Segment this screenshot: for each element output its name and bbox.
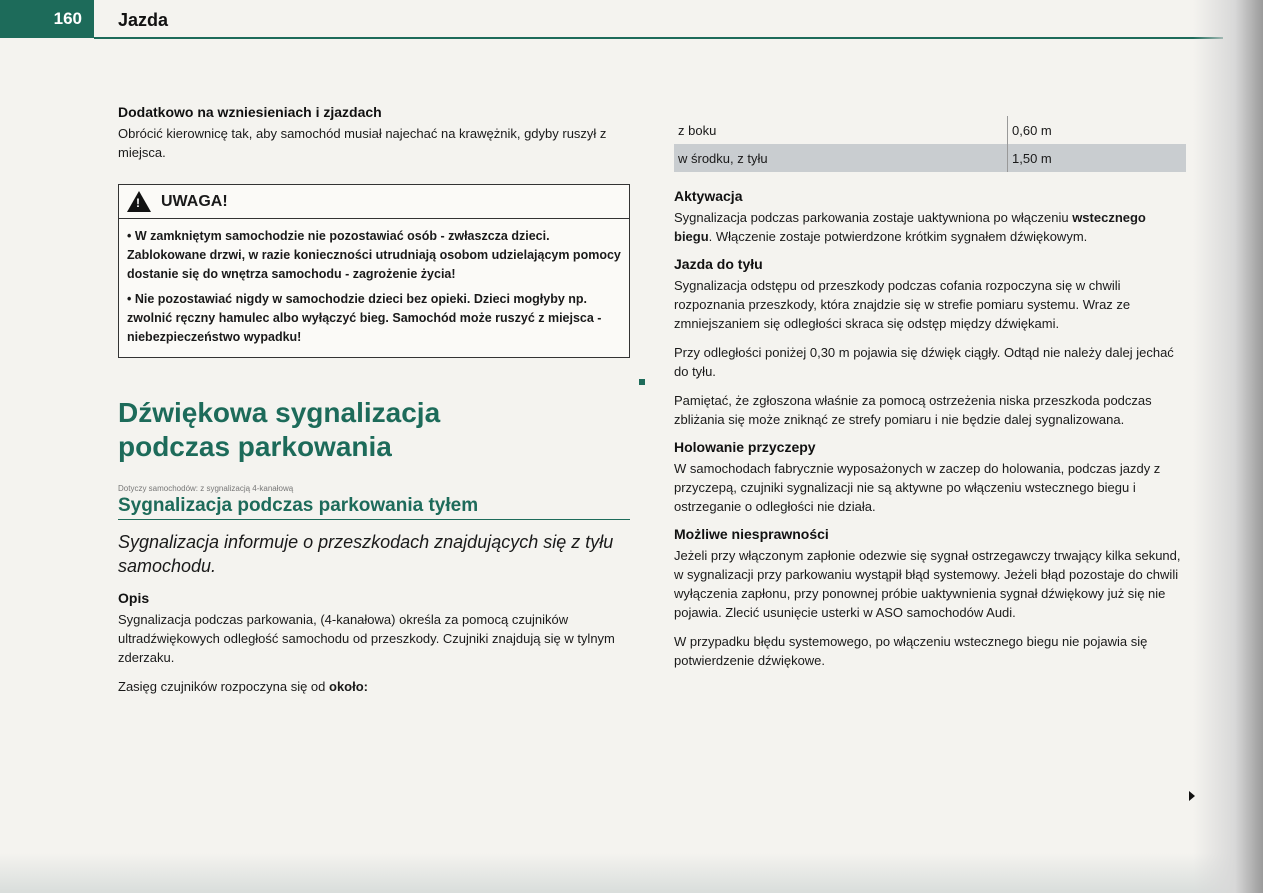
main-title xyxy=(118,396,630,464)
footer-band xyxy=(0,853,1263,893)
activation-heading: Aktywacja xyxy=(674,188,743,204)
range-table xyxy=(674,116,1186,172)
running-head: Jazda xyxy=(118,10,169,30)
main-title-line-2: podczas parkowania xyxy=(118,431,392,462)
warning-box xyxy=(118,184,630,358)
main-title-line-1: Dźwiękowa sygnalizacja xyxy=(118,397,441,428)
reverse-text-3: Pamiętać, że zgłoszona właśnie za pomocą ostrzeżenia niska przeszkoda podczas zbliżania się może zniknąć ze strefy pomiaru i nie będzie dalej sygnalizowana. xyxy=(674,393,1152,427)
right-column xyxy=(674,116,1186,680)
reverse-text-2: Przy odległości poniżej 0,30 m pojawia się dźwięk ciągły. Odtąd nie należy dalej jechać do tyłu. xyxy=(674,345,1174,379)
incline-text: Obrócić kierownicę tak, aby samochód musiał najechać na krawężnik, gdyby ruszył z miejsca. xyxy=(118,126,607,160)
warning-triangle-icon xyxy=(127,191,151,212)
reverse-text-1: Sygnalizacja odstępu od przeszkody podczas cofania rozpoczyna się w chwili rozpoznania przeszkody, która znajdzie się w strefie pomiaru systemu. Wraz ze zmniejszaniem się odległości skraca się odstęp między dźwiękami. xyxy=(674,278,1131,331)
activation-text: Sygnalizacja podczas parkowania zostaje uaktywniona po włączeniu wstecznego biegu. Włączenie zostaje potwierdzone krótkim sygnałem dźwiękowym. xyxy=(674,210,1146,244)
range-intro: Zasięg czujników rozpoczyna się od około: xyxy=(118,679,368,694)
faults-text-1: Jeżeli przy włączonym zapłonie odezwie się sygnał ostrzegawczy trwający kilka sekund, w sygnalizacji przy parkowaniu wystąpił błąd systemowy. Jeżeli błąd pozostaje do chwili wyłączenia zapłonu, przy ponownej próbie uaktywnienia sygnał dźwiękowy już się nie pojawia. Zlecić usunięcie usterki w ASO samochodów Audi. xyxy=(674,548,1181,620)
faults-heading: Możliwe niesprawności xyxy=(674,526,829,542)
applicability-tag: Dotyczy samochodów: z sygnalizacją 4-kanałową xyxy=(118,484,294,493)
range-value: 1,50 m xyxy=(1008,144,1187,172)
section-title: Sygnalizacja podczas parkowania tyłem xyxy=(118,495,630,520)
range-label: z boku xyxy=(678,122,717,138)
page-gutter-shadow xyxy=(1193,0,1263,893)
towing-heading: Holowanie przyczepy xyxy=(674,439,816,455)
table-row xyxy=(674,116,1186,144)
incline-heading: Dodatkowo na wzniesieniach i zjazdach xyxy=(118,104,382,120)
warning-body xyxy=(119,219,629,357)
faults-text-2: W przypadku błędu systemowego, po włączeniu wstecznego biegu nie pojawia się potwierdzenie dźwiękowe. xyxy=(674,634,1148,668)
warning-item: • W zamkniętym samochodzie nie pozostawiać osób - zwłaszcza dzieci. Zablokowane drzwi, w razie konieczności utrudniają osobom udzielającym pomocy dostanie się do wnętrza samochodu - zagrożenie życia! xyxy=(127,229,621,281)
opis-heading: Opis xyxy=(118,590,150,606)
table-row xyxy=(674,144,1186,172)
page-number: 160 xyxy=(0,0,94,38)
opis-text: Sygnalizacja podczas parkowania, (4-kanałowa) określa za pomocą czujników ultradźwiękowych odległość samochodu od przeszkody. Czujniki znajdują się w tylnym zderzaku. xyxy=(118,612,615,665)
range-value: 0,60 m xyxy=(1008,116,1187,144)
lead-text: Sygnalizacja informuje o przeszkodach znajdujących się z tyłu samochodu. xyxy=(118,532,614,576)
range-label: w środku, z tyłu xyxy=(674,144,1008,172)
towing-text: W samochodach fabrycznie wyposażonych w zaczep do holowania, podczas jazdy z przyczepą, czujniki sygnalizacji nie są aktywne po włączeniu wstecznego biegu i ostrzeganie o odległości nie działa. xyxy=(674,461,1161,514)
header-rule xyxy=(94,37,1223,39)
section-end-mark xyxy=(639,379,645,385)
left-column xyxy=(118,104,630,706)
warning-header xyxy=(119,185,629,219)
warning-item: • Nie pozostawiać nigdy w samochodzie dzieci bez opieki. Dzieci mogłyby np. zwolnić ręczny hamulec albo wyłączyć bieg. Samochód może ruszyć z miejsca - niebezpieczeństwo wypadku! xyxy=(127,292,602,344)
reverse-heading: Jazda do tyłu xyxy=(674,256,763,272)
warning-title: UWAGA! xyxy=(161,192,228,210)
